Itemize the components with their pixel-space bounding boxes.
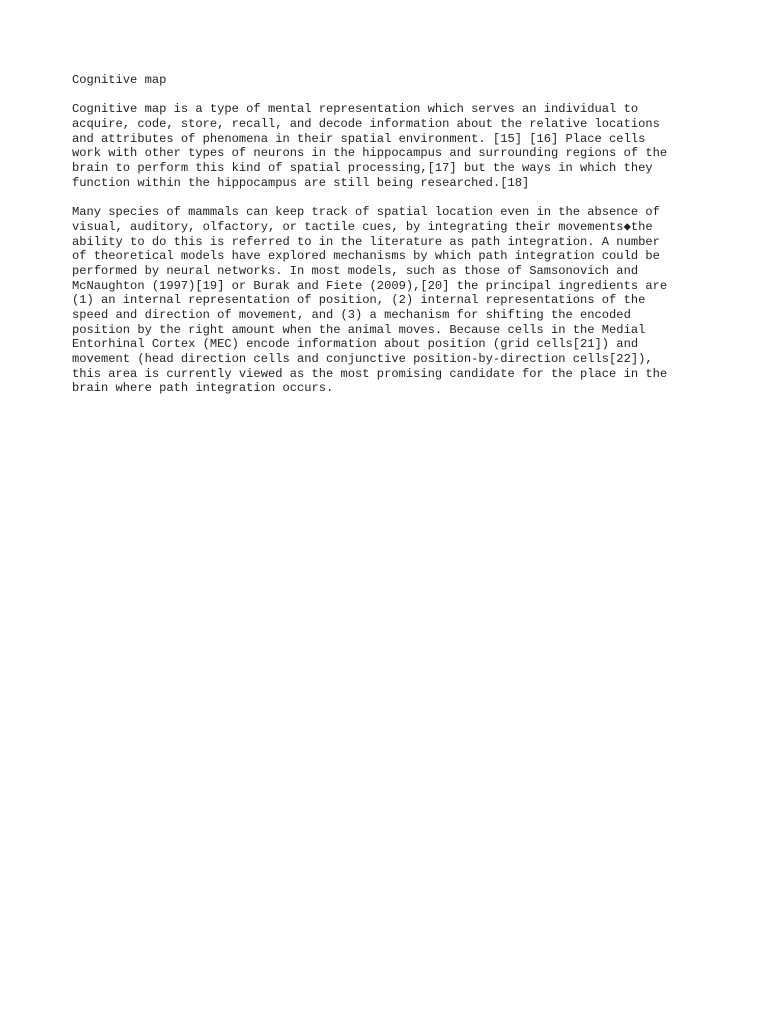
paragraph-line: Cognitive map is a type of mental representation which serves an individual to bbox=[72, 102, 639, 117]
document-page bbox=[72, 73, 696, 411]
paragraph-line: this area is currently viewed as the most promising candidate for the place in the bbox=[72, 366, 668, 381]
paragraph-line: Many species of mammals can keep track of spatial location even in the absence of bbox=[72, 205, 660, 220]
paragraph-line: speed and direction of movement, and (3) a mechanism for shifting the encoded bbox=[72, 308, 631, 322]
paragraph-line: function within the hippocampus are still being researched.[18] bbox=[72, 175, 530, 190]
paragraph-cognitive-map-definition bbox=[72, 102, 696, 190]
paragraph-line: of theoretical models have explored mechanisms by which path integration could be bbox=[72, 249, 660, 264]
paragraph-line: brain where path integration occurs. bbox=[72, 381, 334, 396]
paragraph-line: position by the right amount when the animal moves. Because cells in the Medial bbox=[72, 322, 646, 337]
paragraph-line: ability to do this is referred to in the literature as path integration. A number bbox=[72, 234, 660, 249]
paragraph-line: McNaughton (1997)[19] or Burak and Fiete (2009),[20] the principal ingredients are bbox=[72, 278, 668, 293]
paragraph-line: visual, auditory, olfactory, or tactile cues, by integrating their movements◆the bbox=[72, 219, 653, 234]
paragraph-line: acquire, code, store, recall, and decode information about the relative locations bbox=[72, 117, 660, 132]
paragraph-line: work with other types of neurons in the hippocampus and surrounding regions of the bbox=[72, 146, 668, 161]
paragraph-line: performed by neural networks. In most models, such as those of Samsonovich and bbox=[72, 263, 639, 278]
paragraph-line: movement (head direction cells and conjunctive position-by-direction cells[22]), bbox=[72, 352, 653, 367]
paragraph-line: and attributes of phenomena in their spatial environment. [15] [16] Place cells bbox=[72, 131, 646, 146]
paragraph-line: (1) an internal representation of position, (2) internal representations of the bbox=[72, 293, 646, 308]
paragraph-path-integration bbox=[72, 205, 696, 396]
paragraph-line: brain to perform this kind of spatial processing,[17] but the ways in which they bbox=[72, 161, 653, 176]
document-title: Cognitive map bbox=[72, 73, 167, 87]
paragraph-line: Entorhinal Cortex (MEC) encode information about position (grid cells[21]) and bbox=[72, 337, 639, 352]
